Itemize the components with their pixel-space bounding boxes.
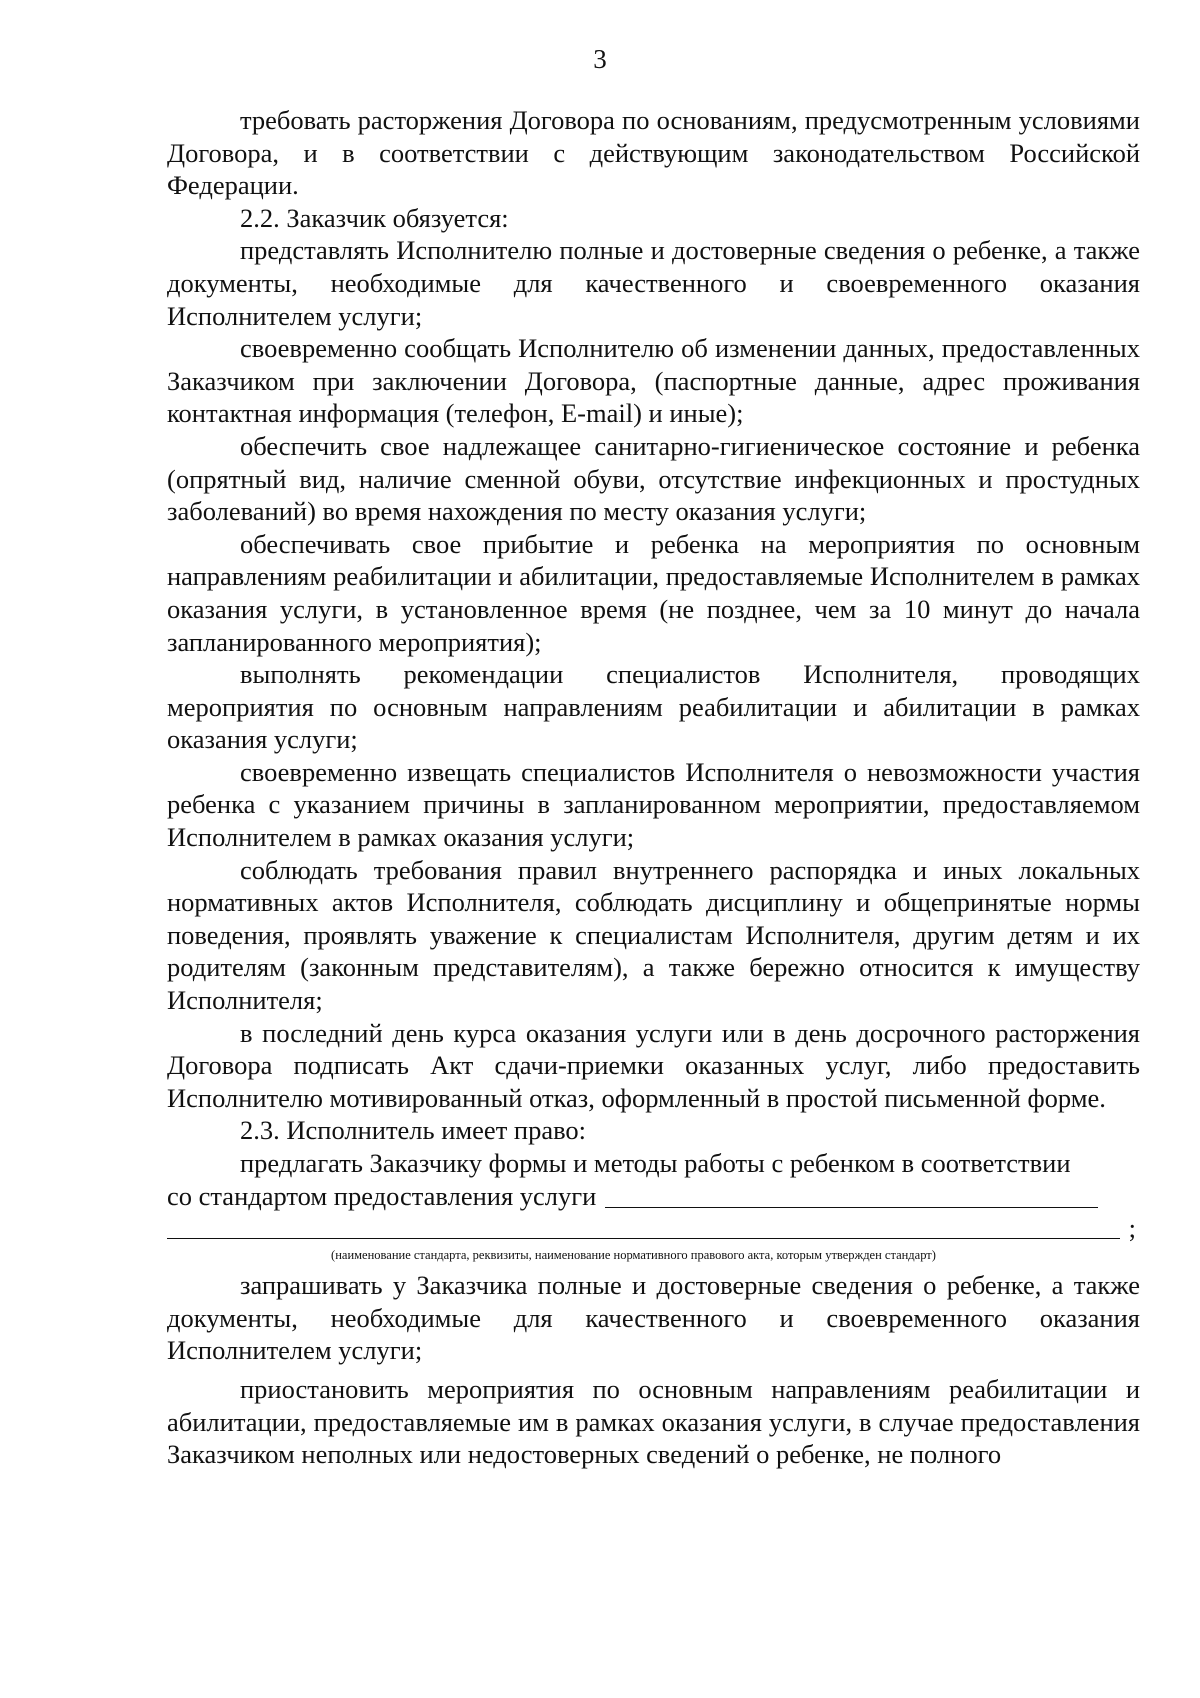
section-heading-2-2: 2.2. Заказчик обязуется: — [240, 202, 509, 233]
obligation-paragraph: обеспечить свое надлежащее санитарно-гигиеническое состояние и ребенка (опрятный вид, наличие сменной обуви, отсутствие инфекционных и простудных заболеваний) во время нахождения по месту оказания услуги; — [167, 430, 1140, 527]
obligation-paragraph: соблюдать требования правил внутреннего распорядка и иных локальных нормативных актов Исполнителя, соблюдать дисциплину и общепринятые нормы поведения, проявлять уважение к специалистам Исполнителя, другим детям и их родителям (законным представителям), а также бережно относится к имуществу Исполнителя; — [167, 854, 1140, 1016]
obligation-paragraph: выполнять рекомендации специалистов Исполнителя, проводящих мероприятия по основным направлениям реабилитации и абилитации в рамках оказания услуги; — [167, 659, 1140, 755]
section-heading-2-3: 2.3. Исполнитель имеет право: — [240, 1115, 587, 1146]
obligation-paragraph: обеспечивать свое прибытие и ребенка на мероприятия по основным направлениям реабилитации и абилитации, предоставляемые Исполнителем в рамках оказания услуги, в установленное время (не позднее, чем за 10 минут до начала запланированного мероприятия); — [167, 528, 1140, 657]
right-paragraph: приостановить мероприятия по основным направлениям реабилитации и абилитации, предоставляемые им в рамках оказания услуги, в случае предоставления Заказчиком неполных или недостоверных сведений о ребенке, не полного — [167, 1373, 1140, 1470]
right-standard-line-1: предлагать Заказчику формы и методы работы с ребенком в соответствии — [240, 1148, 1071, 1178]
obligation-paragraph: своевременно сообщать Исполнителю об изменении данных, предоставленных Заказчиком при заключении Договора, (паспортные данные, адрес проживания контактная информация (телефон, E-mail) и иные); — [167, 333, 1140, 429]
right-paragraph: запрашивать у Заказчика полные и достоверные сведения о ребенке, а также документы, необходимые для качественного и своевременного оказания Исполнителем услуги; — [167, 1270, 1140, 1366]
blank-trailing-semicolon: ; — [1128, 1213, 1136, 1244]
obligation-paragraph: своевременно извещать специалистов Исполнителя о невозможности участия ребенка с указанием причины в запланированном мероприятии, предоставляемом Исполнителем в рамках оказания услуги; — [167, 756, 1140, 853]
page-number: 3 — [593, 44, 607, 74]
right-paragraph-standard — [167, 1147, 1140, 1180]
obligation-paragraph: в последний день курса оказания услуги или в день досрочного расторжения Договора подписать Акт сдачи-приемки оказанных услуг, либо предоставить Исполнителю мотивированный отказ, оформленный в простой письменной форме. — [167, 1017, 1140, 1113]
fill-in-blank-line — [605, 1206, 1098, 1208]
right-standard-line-2: со стандартом предоставления услуги — [167, 1180, 597, 1211]
obligation-paragraph: представлять Исполнителю полные и достоверные сведения о ребенке, а также документы, необходимые для качественного и своевременного оказания Исполнителем услуги; — [167, 235, 1140, 331]
standard-blank-row — [167, 1214, 1140, 1244]
paragraph-termination-right: требовать расторжения Договора по основаниям, предусмотренным условиями Договора, и в соответствии с действующим законодательством Российской Федерации. — [167, 105, 1140, 201]
fill-in-blank-line — [167, 1238, 1120, 1239]
blank-caption: (наименование стандарта, реквизиты, наименование нормативного правового акта, которым утвержден стандарт) — [331, 1248, 936, 1263]
right-standard-line-2-row — [167, 1180, 1140, 1213]
document-body — [167, 104, 1140, 1471]
